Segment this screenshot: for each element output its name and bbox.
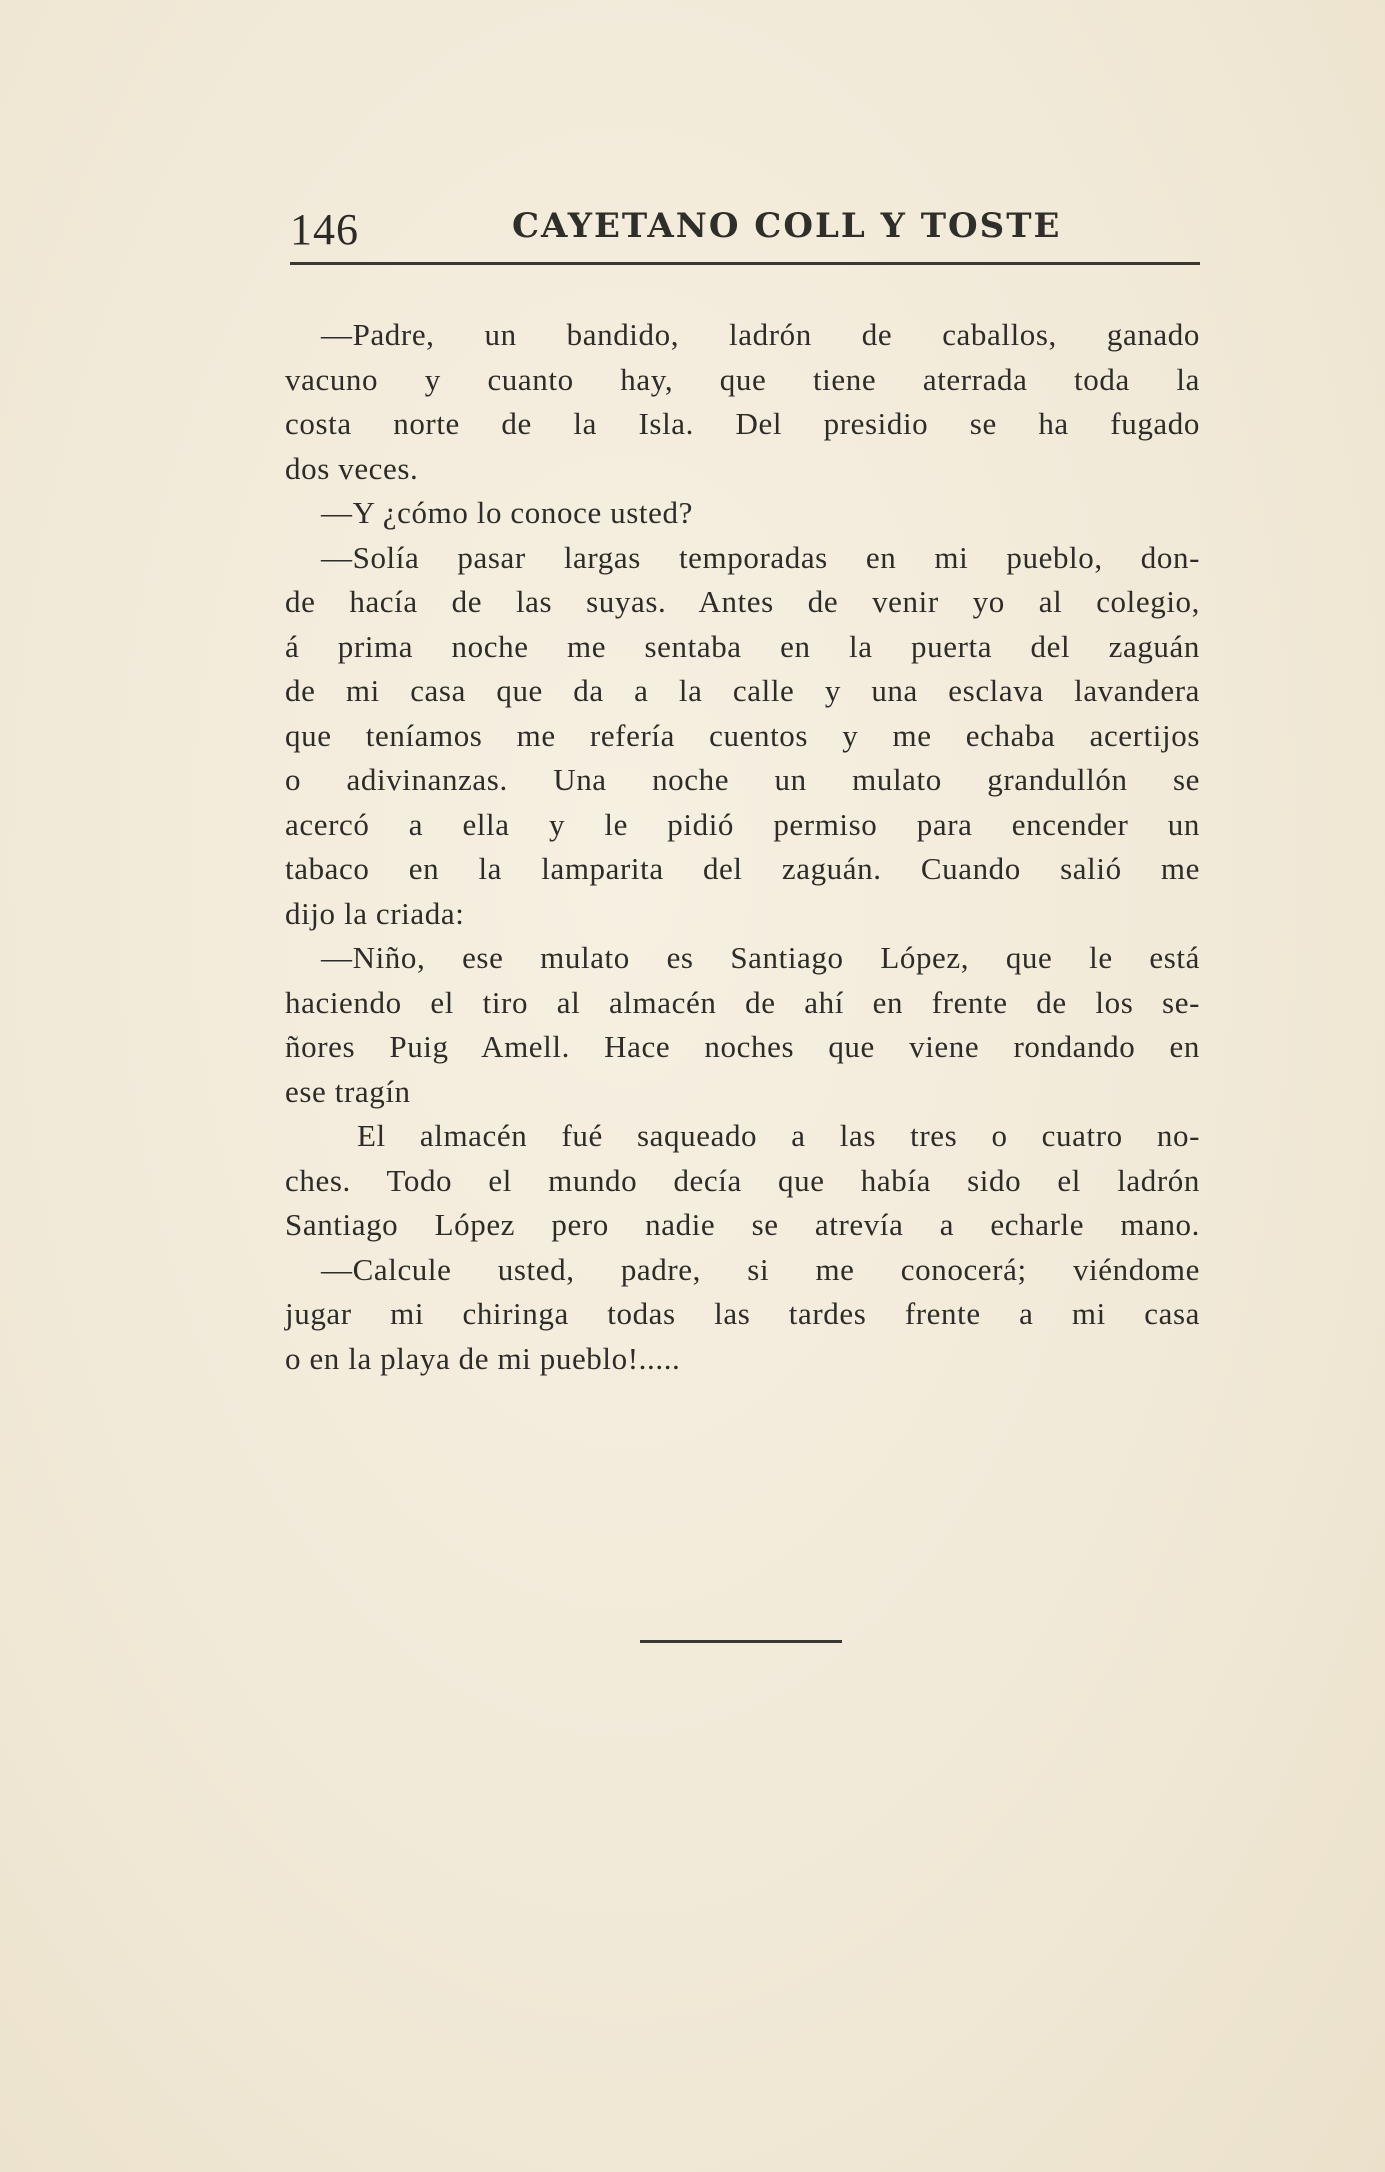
text-line: vacuno y cuanto hay, que tiene aterrada toda la: [285, 361, 1200, 397]
body-text: [285, 313, 1200, 1381]
text-line: o en la playa de mi pueblo!.....: [285, 1340, 681, 1376]
text-line: El almacén fué saqueado a las tres o cuatro no-: [357, 1118, 1200, 1153]
text-line: ese tragín: [285, 1073, 411, 1109]
text-line: —Calcule usted, padre, si me conocerá; viéndome: [321, 1251, 1200, 1287]
text-line: jugar mi chiringa todas las tardes frente a mi casa: [285, 1296, 1200, 1331]
text-line: á prima noche me sentaba en la puerta del zaguán: [285, 628, 1200, 664]
text-line: —Solía pasar largas temporadas en mi pueblo, don-: [321, 539, 1200, 575]
running-title: CAYETANO COLL Y TOSTE: [512, 206, 1062, 246]
text-line: acercó a ella y le pidió permiso para encender un: [285, 806, 1200, 842]
text-line: dos veces.: [285, 450, 419, 486]
header-rule: [290, 262, 1200, 265]
text-line: ñores Puig Amell. Hace noches que viene rondando en: [285, 1029, 1200, 1064]
page-number: 146: [290, 205, 359, 254]
text-line: —Padre, un bandido, ladrón de caballos, ganado: [321, 317, 1200, 352]
text-line: costa norte de la Isla. Del presidio se ha fugado: [285, 406, 1200, 441]
text-line: Santiago López pero nadie se atrevía a echarle mano.: [285, 1207, 1200, 1242]
text-line: que teníamos me refería cuentos y me echaba acertijos: [285, 717, 1200, 753]
text-line: o adivinanzas. Una noche un mulato grandullón se: [285, 762, 1200, 797]
text-line: de mi casa que da a la calle y una esclava lavandera: [285, 673, 1200, 708]
text-line: —Y ¿cómo lo conoce usted?: [321, 495, 693, 530]
text-line: haciendo el tiro al almacén de ahí en frente de los se-: [285, 984, 1200, 1020]
text-line: ches. Todo el mundo decía que había sido el ladrón: [285, 1162, 1200, 1198]
text-line: de hacía de las suyas. Antes de venir yo al colegio,: [285, 584, 1200, 619]
section-separator: [640, 1640, 842, 1643]
page-header: [290, 196, 1200, 266]
text-line: dijo la criada:: [285, 895, 465, 931]
text-line: —Niño, ese mulato es Santiago López, que le está: [321, 940, 1200, 975]
text-line: tabaco en la lamparita del zaguán. Cuando salió me: [285, 851, 1200, 886]
